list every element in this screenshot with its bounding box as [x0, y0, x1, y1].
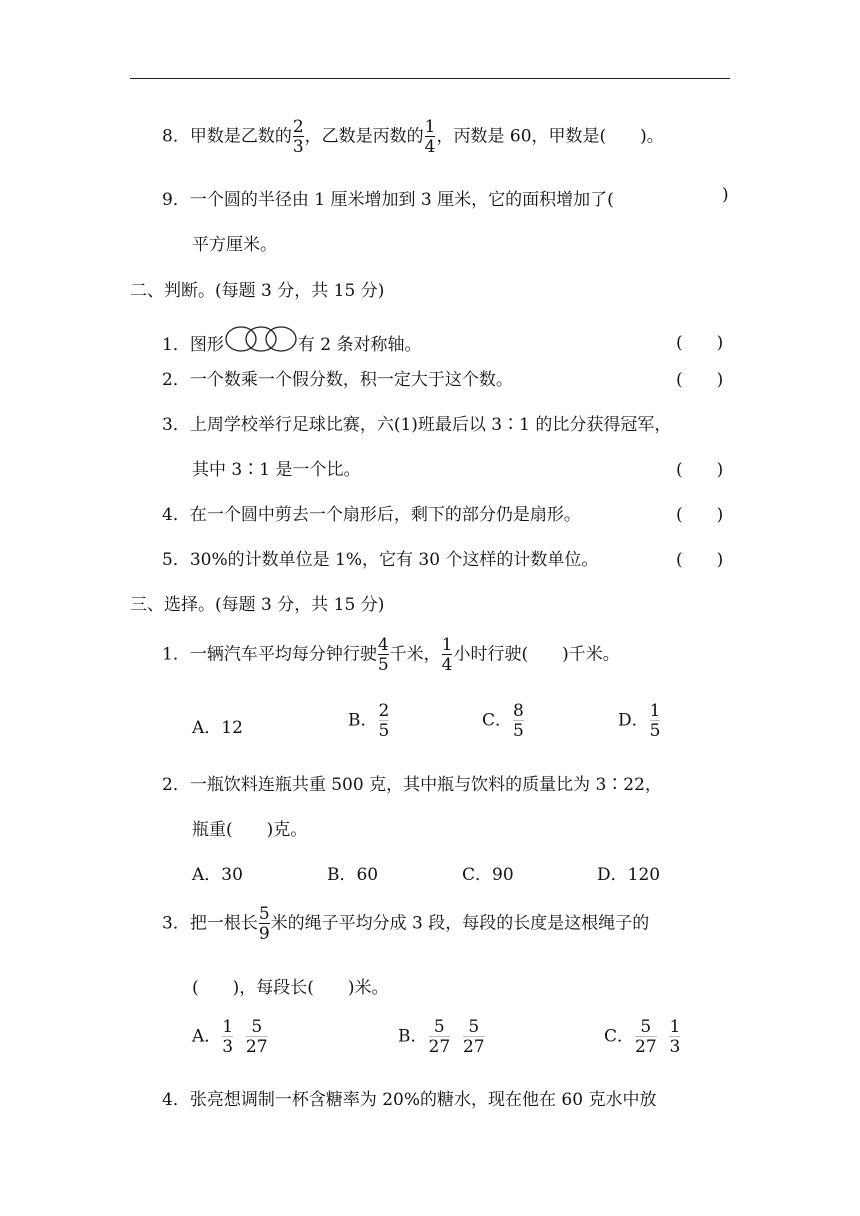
choice-3-option-b[interactable]: B． $\frac{5}{27}$ $\frac{5}{27}$ — [398, 1017, 485, 1057]
choice-2-line2: 瓶重( )克。 — [192, 820, 308, 840]
question-8: 8．甲数是乙数的 $\frac{2}{3}$ ，乙数是丙数的 $\frac{1}{4}$ ，丙数是 60，甲数是( )。 — [162, 117, 664, 157]
fraction: $\frac{8}{5}$ — [513, 701, 524, 741]
fraction: $\frac{1}{3}$ — [222, 1017, 234, 1057]
fraction: $\frac{5}{9}$ — [258, 904, 270, 944]
choice-1-option-a[interactable]: A．12 — [192, 718, 243, 738]
judge-3-line2: 其中 3∶1 是一个比。 — [192, 460, 361, 480]
choice-4: 4．张亮想调制一杯含糖率为 20%的糖水，现在他在 60 克水中放 — [162, 1090, 657, 1110]
judge-4: 4．在一个圆中剪去一个扇形后，剩下的部分仍是扇形。 — [162, 505, 581, 525]
question-9-line2: 平方厘米。 — [192, 235, 277, 255]
section-2-title: 二、判断。(每题 3 分，共 15 分) — [130, 281, 385, 301]
answer-paren-end: ) — [722, 185, 729, 205]
judge-3: 3．上周学校举行足球比赛，六(1)班最后以 3∶1 的比分获得冠军， — [162, 415, 672, 435]
fraction: $\frac{2}{3}$ — [292, 117, 304, 157]
answer-paren: ( ) — [676, 460, 724, 480]
choice-1-option-d[interactable]: D． $\frac{1}{5}$ — [618, 701, 661, 741]
fraction: $\frac{5}{27}$ — [462, 1017, 485, 1057]
judge-5: 5．30%的计数单位是 1%，它有 30 个这样的计数单位。 — [162, 550, 599, 570]
choice-2-option-a[interactable]: A．30 — [192, 865, 243, 885]
choice-1: 1．一辆汽车平均每分钟行驶 $\frac{4}{5}$ 千米， $\frac{1}{4}$ 小时行驶( )千米。 — [162, 635, 620, 675]
choice-2: 2．一瓶饮料连瓶共重 500 克，其中瓶与饮料的质量比为 3∶22， — [162, 775, 662, 795]
fraction: $\frac{5}{27}$ — [428, 1017, 451, 1057]
choice-3-option-c[interactable]: C． $\frac{5}{27}$ $\frac{1}{3}$ — [604, 1017, 681, 1057]
answer-paren: ( ) — [676, 550, 724, 570]
fraction: $\frac{5}{27}$ — [245, 1017, 268, 1057]
fraction: $\frac{4}{5}$ — [377, 635, 389, 675]
section-3-title: 三、选择。(每题 3 分，共 15 分) — [130, 595, 385, 615]
answer-paren: ( ) — [676, 505, 724, 525]
choice-1-option-c[interactable]: C． $\frac{8}{5}$ — [482, 701, 524, 741]
choice-2-option-b[interactable]: B．60 — [327, 865, 379, 885]
three-rings-figure — [224, 326, 298, 354]
answer-paren: ( ) — [676, 370, 724, 390]
judge-2: 2．一个数乘一个假分数，积一定大于这个数。 — [162, 370, 513, 390]
choice-2-option-d[interactable]: D．120 — [597, 865, 661, 885]
fraction: $\frac{5}{27}$ — [635, 1017, 657, 1057]
question-9: 9．一个圆的半径由 1 厘米增加到 3 厘米，它的面积增加了( — [162, 190, 614, 210]
answer-paren: ( ) — [676, 333, 724, 353]
header-rule — [130, 78, 730, 79]
choice-3-line2: ( )，每段长( )米。 — [192, 978, 389, 998]
choice-3: 3．把一根长 $\frac{5}{9}$ 米的绳子平均分成 3 段，每段的长度是这根绳子的 — [162, 904, 650, 944]
fraction: $\frac{1}{3}$ — [669, 1017, 681, 1057]
fraction: $\frac{1}{5}$ — [649, 701, 661, 741]
fraction: $\frac{1}{4}$ — [424, 117, 436, 157]
choice-2-option-c[interactable]: C．90 — [462, 865, 514, 885]
choice-1-option-b[interactable]: B． $\frac{2}{5}$ — [348, 701, 390, 741]
fraction: $\frac{1}{4}$ — [441, 635, 453, 675]
fraction: $\frac{2}{5}$ — [378, 701, 390, 741]
judge-1: 1．图形 有 2 条对称轴。 — [162, 326, 421, 355]
choice-3-option-a[interactable]: A． $\frac{1}{3}$ $\frac{5}{27}$ — [192, 1017, 268, 1057]
